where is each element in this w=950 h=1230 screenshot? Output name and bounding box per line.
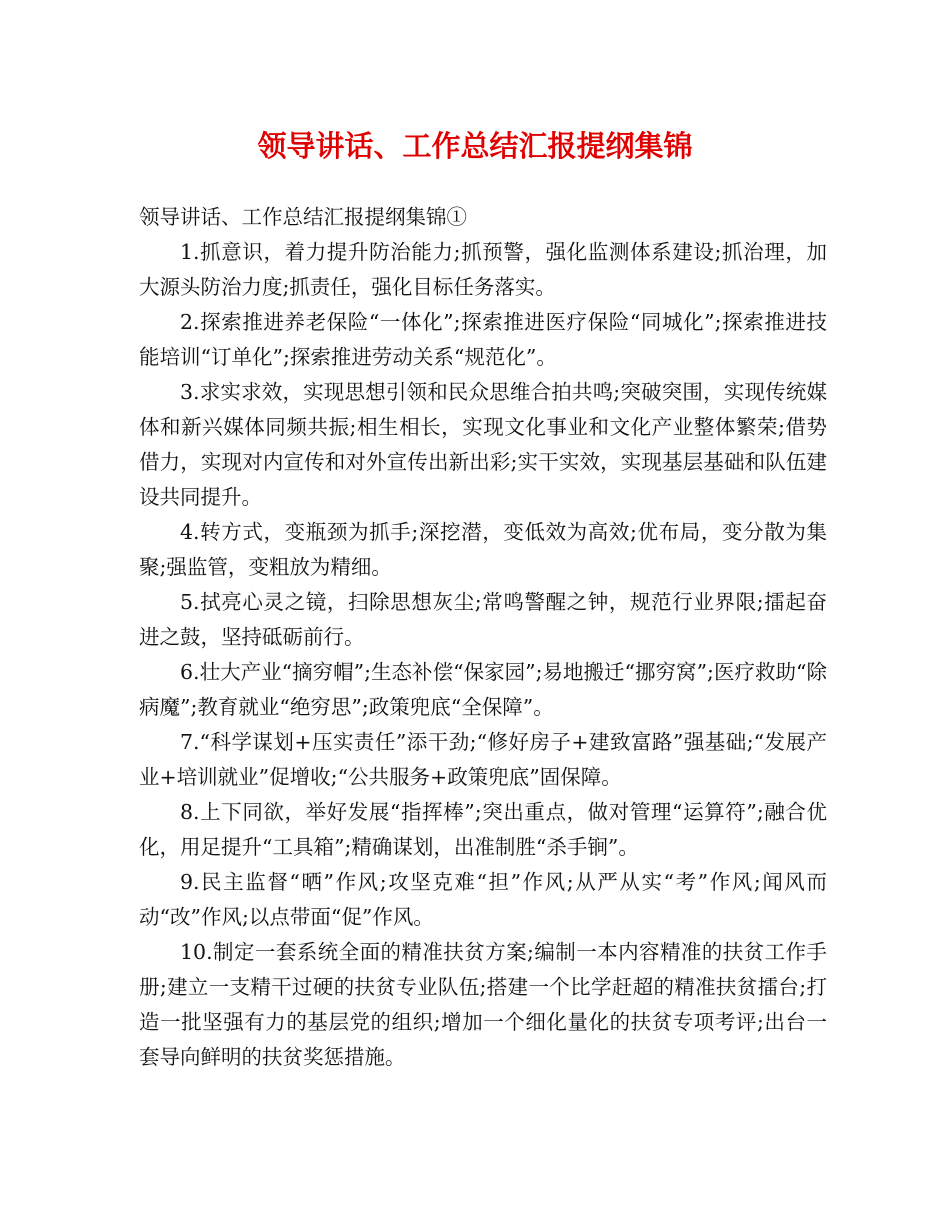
paragraph-6: 6.壮大产业“摘穷帽”;生态补偿“保家园”;易地搬迁“挪穷窝”;医疗救助“除病魔”;教育就业“绝穷思”;政策兜底“全保障”。	[139, 660, 827, 719]
paragraph-9: 9.民主监督“晒”作风;攻坚克难“担”作风;从严从实“考”作风;闻风而动“改”作风;以点带面“促”作风。	[139, 870, 827, 929]
paragraph-7: 7.“科学谋划+压实责任”添干劲;“修好房子+建致富路”强基础;“发展产业+培训就业”促增收;“公共服务+政策兜底”固保障。	[139, 730, 827, 789]
paragraph-5: 5.拭亮心灵之镜，扫除思想灰尘;常鸣警醒之钟，规范行业界限;擂起奋进之鼓，坚持砥砺前行。	[139, 590, 827, 649]
document-body	[139, 200, 827, 1075]
paragraph-3: 3.求实求效，实现思想引领和民众思维合拍共鸣;突破突围，实现传统媒体和新兴媒体同频共振;相生相长，实现文化事业和文化产业整体繁荣;借势借力，实现对内宣传和对外宣传出新出彩;实干实效，实现基层基础和队伍建设共同提升。	[139, 380, 827, 509]
paragraph-1: 1.抓意识，着力提升防治能力;抓预警，强化监测体系建设;抓治理，加大源头防治力度;抓责任，强化目标任务落实。	[139, 240, 827, 299]
paragraph-4: 4.转方式，变瓶颈为抓手;深挖潜，变低效为高效;优布局，变分散为集聚;强监管，变粗放为精细。	[139, 520, 827, 579]
paragraph-8: 8.上下同欲，举好发展“指挥棒”;突出重点，做对管理“运算符”;融合优化，用足提升“工具箱”;精确谋划，出准制胜“杀手锏”。	[139, 800, 827, 859]
paragraph-10: 10.制定一套系统全面的精准扶贫方案;编制一本内容精准的扶贫工作手册;建立一支精干过硬的扶贫专业队伍;搭建一个比学赶超的精准扶贫擂台;打造一批坚强有力的基层党的组织;增加一个细化量化的扶贫专项考评;出台一套导向鲜明的扶贫奖惩措施。	[139, 940, 827, 1069]
document-title: 领导讲话、工作总结汇报提纲集锦	[257, 129, 693, 163]
document-subtitle: 领导讲话、工作总结汇报提纲集锦①	[139, 205, 467, 229]
paragraph-2: 2.探索推进养老保险“一体化”;探索推进医疗保险“同城化”;探索推进技能培训“订单化”;探索推进劳动关系“规范化”。	[139, 310, 827, 369]
